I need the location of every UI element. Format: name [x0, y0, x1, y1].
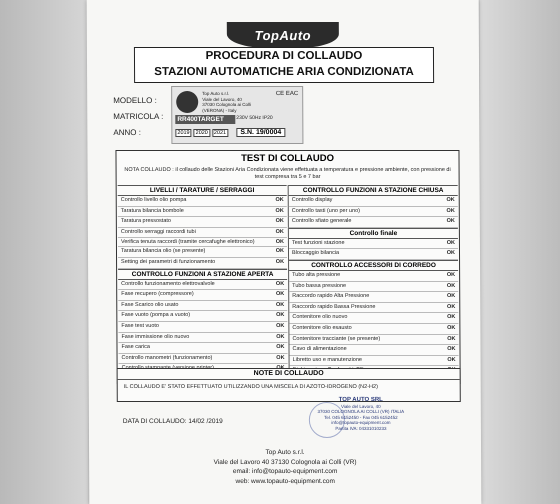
row-label: Test funzioni stazione	[291, 239, 345, 246]
left-column	[118, 185, 288, 375]
row-label: Controllo sfiato generale	[291, 218, 352, 225]
table-row	[118, 238, 287, 247]
row-status: OK	[446, 239, 455, 246]
table-row	[289, 207, 458, 218]
row-label: Contenitore olio nuovo	[292, 314, 348, 321]
row-label: Controllo funzionamento elettrovalvole	[121, 280, 215, 287]
row-status: OK	[275, 239, 284, 246]
row-status: OK	[275, 291, 285, 298]
row-label: Fase test vuoto	[121, 322, 160, 329]
test-note: NOTA COLLAUDO : il collaudo delle Stazioni Aria Condizionata viene effettuata a temperatura e pressione ambiente, con pressione di test compresa tra 5 e 7 bar	[124, 167, 451, 180]
table-row	[118, 301, 287, 312]
right-rows-2	[289, 239, 458, 260]
table-row	[119, 354, 288, 365]
section-header: Controllo finale	[289, 228, 458, 239]
row-status: OK	[446, 207, 455, 214]
left-rows-2	[118, 280, 287, 375]
row-label: Fase Scarico olio usato	[121, 301, 179, 308]
table-row	[118, 343, 287, 354]
row-status: OK	[276, 333, 285, 340]
row-status: OK	[447, 324, 456, 331]
row-label: Raccordo rapido Bassa Pressione	[292, 303, 376, 310]
footer: Top Auto s.r.l. Viale del Lavoro 40 37130 Colognola ai Colli (VR) email: info@topauto-equipment.com web: www.topauto-equipment.com	[213, 449, 357, 485]
plate-years	[175, 129, 228, 137]
company-stamp: TOP AUTO SRL Viale del Lavoro, 40 37030 COLOGNOLA AI COLLI (VR) ITALIA Tel. 045 6152450 - Fax 045 6152452 info@topauto-equipment.com Partita IVA: 04331010233	[317, 397, 405, 431]
table-row	[289, 196, 458, 207]
row-status: OK	[447, 314, 456, 321]
table-row	[118, 228, 287, 239]
table-row	[289, 303, 458, 314]
row-label: Libretto uso e manutenzione	[292, 356, 363, 363]
row-label: Verifica tenuta raccordi (tramite cercafughe elettronico)	[120, 239, 255, 246]
row-status: OK	[446, 218, 455, 225]
row-label: Fase recupero (compressore)	[121, 291, 194, 298]
table-row	[289, 217, 458, 228]
notes-text: IL COLLAUDO E' STATO EFFETTUATO UTILIZZANDO UNA MISCELA DI AZOTO-IDROGENO (N2-H2)	[123, 384, 378, 390]
ce-eac-marks: CE EAC	[275, 91, 299, 97]
background-right	[480, 0, 560, 504]
row-status: OK	[275, 207, 284, 214]
row-status: OK	[276, 344, 285, 351]
section-header: CONTROLLO FUNZIONI A STAZIONE APERTA	[118, 269, 287, 280]
table-row	[118, 333, 287, 344]
table-row	[289, 335, 458, 346]
row-status: OK	[276, 301, 285, 308]
notes-title: NOTE DI COLLAUDO	[118, 369, 460, 380]
row-status: OK	[447, 335, 456, 342]
row-label: Raccordo rapido Alta Pressione	[292, 293, 370, 300]
product-label-plate	[171, 86, 303, 144]
table-row	[289, 249, 458, 260]
row-label: Tubo bassa pressione	[292, 282, 347, 289]
table-row	[118, 207, 287, 218]
table-row	[289, 282, 458, 293]
table-row	[289, 324, 458, 335]
row-label: Taratura pressostato	[120, 218, 171, 225]
plate-logo-icon	[176, 91, 198, 113]
row-label: Contenitore tracciante (se presente)	[292, 335, 381, 342]
table-row	[118, 247, 287, 258]
row-status: OK	[447, 346, 456, 353]
field-matricola: MATRICOLA :	[113, 112, 164, 121]
table-row	[118, 217, 287, 228]
table-row	[289, 292, 458, 303]
left-rows-1	[118, 196, 287, 269]
row-status: OK	[275, 218, 284, 225]
plate-year: 2019	[175, 129, 191, 137]
row-label: Setting dei parametri di funzionamento	[121, 258, 216, 265]
row-status: OK	[447, 356, 456, 363]
right-rows-3	[289, 271, 459, 377]
document-page	[87, 0, 482, 504]
table-row	[289, 239, 458, 250]
row-label: Fase carica	[121, 344, 150, 351]
table-row	[118, 196, 287, 207]
title-line-2: STAZIONI AUTOMATICHE ARIA CONDIZIONATA	[154, 66, 414, 78]
test-title: TEST DI COLLAUDO	[241, 153, 334, 164]
document-title-box	[134, 47, 434, 83]
row-status: OK	[446, 197, 455, 203]
table-row	[118, 258, 287, 269]
background-left	[0, 0, 88, 504]
test-table	[115, 150, 460, 384]
row-status: OK	[446, 293, 456, 300]
company-logo: TopAuto	[227, 22, 339, 48]
row-label: Controllo display	[291, 197, 333, 203]
plate-specs: 230V 50Hz IP20	[236, 115, 273, 121]
table-row	[118, 311, 287, 322]
row-label: Controllo tasti (uno per uno)	[291, 207, 360, 214]
section-header: CONTROLLO FUNZIONI A STAZIONE CHIUSA	[289, 185, 458, 196]
table-row	[289, 345, 458, 356]
plate-serial-number: S.N. 19/0004	[236, 128, 285, 137]
row-status: OK	[446, 271, 456, 278]
row-status: OK	[276, 354, 285, 361]
table-row	[118, 280, 287, 291]
row-status: OK	[275, 197, 284, 203]
test-date: DATA DI COLLAUDO: 14/02 /2019	[122, 418, 223, 425]
row-status: OK	[446, 282, 456, 289]
row-label: Bloccaggio bilancia	[291, 250, 340, 257]
table-row	[289, 313, 458, 324]
title-line-1: PROCEDURA DI COLLAUDO	[205, 50, 363, 62]
notes-box	[117, 368, 461, 402]
row-status: OK	[447, 303, 456, 310]
section-header: LIVELLI / TARATURE / SERRAGGI	[118, 185, 287, 196]
row-label: Taratura bilancia bombole	[120, 207, 184, 214]
table-row	[290, 356, 459, 367]
row-label: Controllo serraggi raccordi tubi	[120, 228, 196, 235]
plate-year: 2020	[194, 129, 210, 137]
row-status: OK	[446, 250, 456, 257]
field-modello: MODELLO :	[113, 96, 157, 105]
table-row	[289, 271, 458, 282]
row-label: Contenitore olio esausto	[292, 324, 352, 331]
table-row	[118, 290, 287, 301]
row-label: Tubo alta pressione	[292, 271, 341, 278]
row-status: OK	[275, 280, 285, 287]
row-label: Controllo manometri (funzionamento)	[121, 354, 213, 361]
table-row	[118, 322, 287, 333]
row-status: OK	[275, 228, 284, 235]
row-label: Cavo di alimentazione	[292, 346, 347, 353]
plate-company-text: Top Auto s.r.l. Viale del Lavoro, 40 37030 Colognola ai Colli (VERONA) - Italy	[202, 91, 252, 113]
plate-model: RR400TARGET	[175, 115, 235, 124]
row-label: Fase immissione olio nuovo	[121, 333, 190, 340]
row-label: Taratura bilancia olio (se presente)	[120, 248, 206, 255]
row-label: Controllo livello olio pompa	[120, 197, 187, 203]
field-anno: ANNO :	[113, 128, 141, 137]
row-status: OK	[276, 322, 285, 329]
plate-year: 2021	[212, 129, 228, 137]
row-status: OK	[275, 248, 285, 255]
row-status: OK	[275, 258, 285, 265]
row-label: Fase vuoto (pompa a vuoto)	[121, 312, 191, 319]
row-status: OK	[276, 312, 285, 319]
right-rows-1	[289, 196, 458, 228]
section-header: CONTROLLO ACCESSORI DI CORREDO	[289, 260, 458, 271]
right-column	[289, 185, 459, 377]
